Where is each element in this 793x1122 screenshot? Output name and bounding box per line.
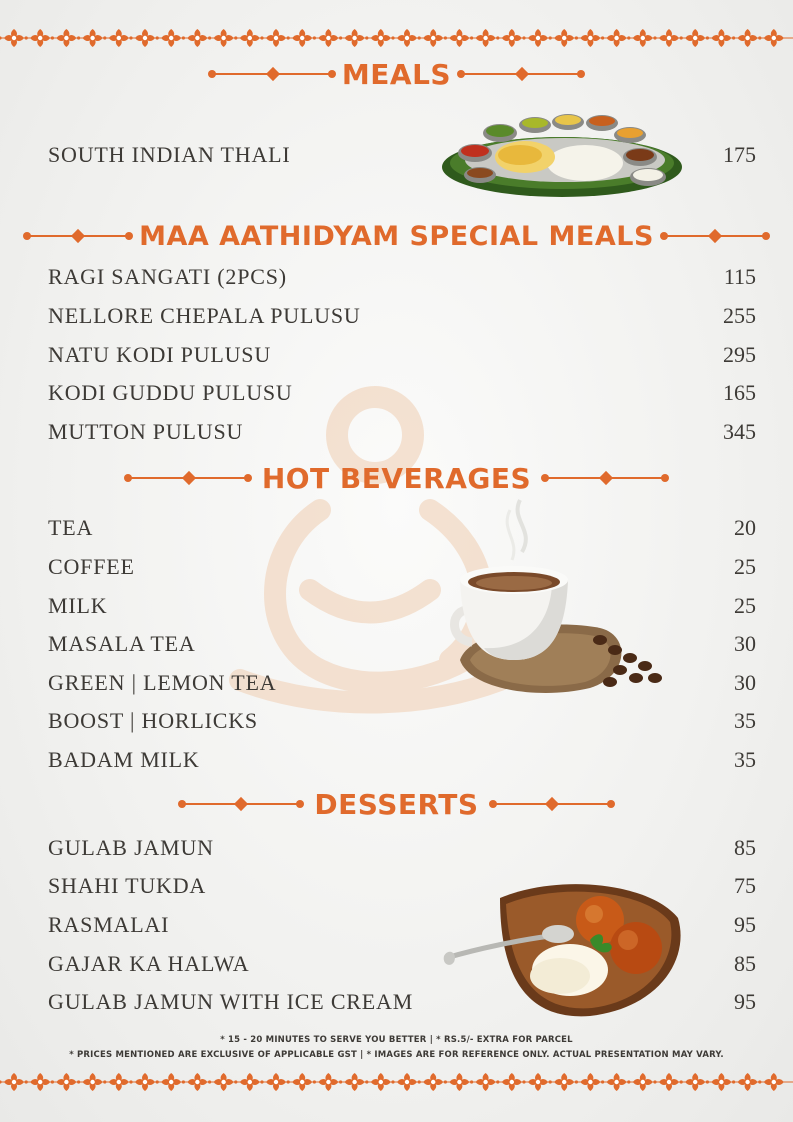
item-price: 25 (734, 554, 756, 579)
top-floral-border (0, 24, 793, 52)
section-title: DESSERTS (314, 787, 479, 821)
item-price: 175 (723, 142, 756, 167)
item-name: KODI GUDDU PULUSU (48, 380, 293, 405)
item-name: GAJAR KA HALWA (48, 951, 250, 976)
menu-item (48, 747, 756, 773)
item-price: 255 (723, 303, 756, 328)
section-heading-meals (0, 55, 793, 93)
item-price: 295 (723, 342, 756, 367)
menu-item (48, 342, 756, 368)
item-price: 20 (734, 515, 756, 540)
footnote-line-1: * 15 - 20 MINUTES TO SERVE YOU BETTER | * RS.5/- EXTRA FOR PARCEL (220, 1035, 573, 1045)
menu-item (48, 303, 756, 329)
item-name: SHAHI TUKDA (48, 873, 207, 898)
item-name: RAGI SANGATI (2PCS) (48, 264, 287, 289)
item-price: 25 (734, 593, 756, 618)
bottom-floral-border (0, 1068, 793, 1096)
thali-plate-image (440, 105, 685, 200)
item-price: 85 (734, 835, 756, 860)
item-name: COFFEE (48, 554, 135, 579)
item-price: 115 (723, 264, 756, 289)
item-name: TEA (48, 515, 94, 540)
item-price: 95 (734, 989, 756, 1014)
item-name: BOOST | HORLICKS (48, 708, 258, 733)
coffee-cup-image (440, 490, 675, 700)
gulab-jamun-bowl-image (440, 878, 685, 1020)
menu-item (48, 264, 756, 290)
item-price: 30 (734, 631, 756, 656)
menu-item (48, 835, 756, 861)
footnote-line-2: * PRICES MENTIONED ARE EXCLUSIVE OF APPLICABLE GST | * IMAGES ARE FOR REFERENCE ONLY. ACTUAL PRESENTATION MAY VARY. (69, 1050, 724, 1060)
item-price: 35 (734, 708, 756, 733)
section-heading-desserts (0, 785, 793, 823)
item-price: 30 (734, 670, 756, 695)
menu-item (48, 419, 756, 445)
item-name: MASALA TEA (48, 631, 196, 656)
item-name: NATU KODI PULUSU (48, 342, 272, 367)
section-title: MAA AATHIDYAM SPECIAL MEALS (139, 220, 654, 252)
section-title: HOT BEVERAGES (261, 461, 532, 495)
item-name: BADAM MILK (48, 747, 200, 772)
item-name: RASMALAI (48, 912, 170, 937)
item-name: NELLORE CHEPALA PULUSU (48, 303, 361, 328)
item-name: GULAB JAMUN WITH ICE CREAM (48, 989, 414, 1014)
section-title: MEALS (341, 57, 452, 91)
item-name: MILK (48, 593, 108, 618)
item-price: 75 (734, 873, 756, 898)
item-name: MUTTON PULUSU (48, 419, 244, 444)
menu-item (48, 380, 756, 406)
item-price: 165 (723, 380, 756, 405)
item-name: GREEN | LEMON TEA (48, 670, 277, 695)
item-price: 95 (734, 912, 756, 937)
section-heading-special-meals (0, 217, 793, 255)
item-price: 35 (734, 747, 756, 772)
item-price: 345 (723, 419, 756, 444)
item-name: GULAB JAMUN (48, 835, 214, 860)
item-name: SOUTH INDIAN THALI (48, 142, 291, 167)
menu-item (48, 708, 756, 734)
item-price: 85 (734, 951, 756, 976)
